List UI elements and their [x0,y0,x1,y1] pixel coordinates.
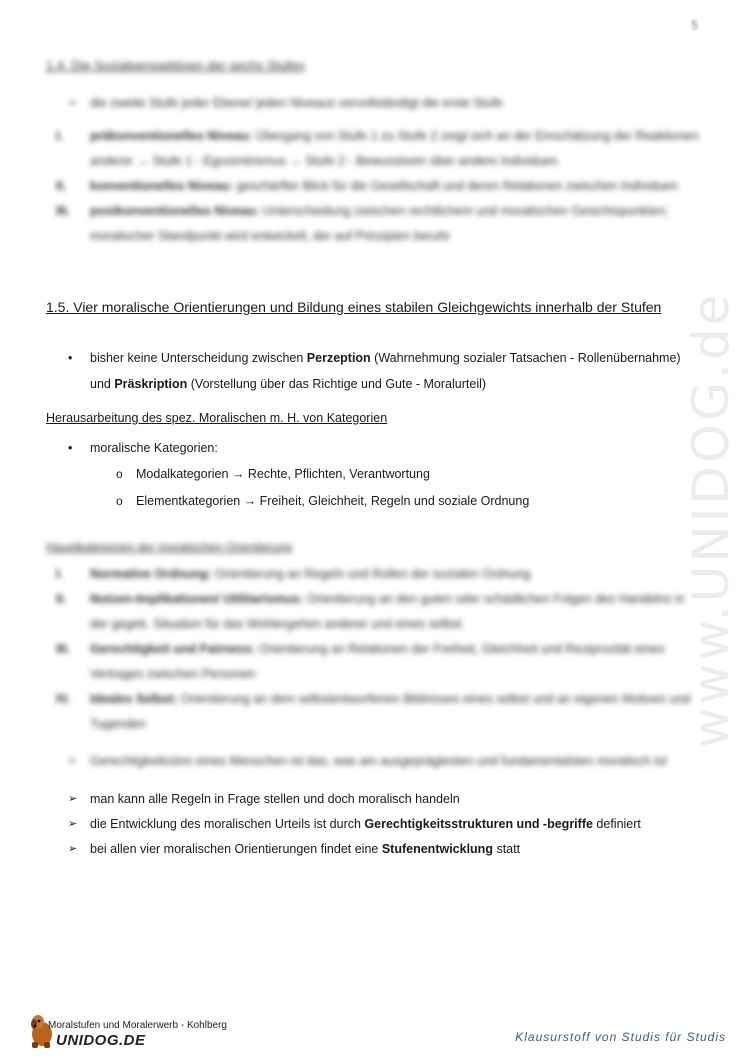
watermark: www.UNIDOG.de [682,291,740,749]
footer-tagline: Klausurstoff von Studis für Studis [515,1030,726,1044]
blurred-section-14 [46,58,706,249]
footer-document-title: Moralstufen und Moralerwerb - Kohlberg [48,1020,227,1031]
blurred-section-main-categories [46,540,706,774]
section-heading: 1.4. Die Sozialperspektiven der sechs Stufen [46,58,305,73]
list-item: I. Normative Ordnung: Orientierung an Regeln und Rollen der sozialen Ordnung [56,567,531,581]
footer-brand-logo: UNIDOG.DE [56,1032,146,1049]
category-list [46,461,706,515]
arrow-bullet-icon: ➢ [68,843,78,855]
arrow-bullet-icon: ➢ [68,793,78,805]
section-heading: 1.5. Vier moralische Orientierungen und Bildung eines stabilen Gleichgewichts innerhalb der Stufen [46,299,662,315]
list-item: IV. Ideales Selbst: Orientierung an dem selbstentworfenen Bildnisses eines selbst und an eigenen Motiven und Tugenden [56,692,691,731]
bullet-dot-icon: • [68,351,73,365]
arrow-item: ➢ die Entwicklung des moralischen Urteils ist durch Gerechtigkeitsstrukturen und -begriffe definiert [46,812,706,837]
list-item: III. postkonventionelles Niveau: Unterscheidung zwischen rechtlichem und moralischen Gesichtspunkten; moralischer Standpunkt wird entwickelt, der auf Prinzipien beruht [56,204,669,243]
list-item: I. präkonventionelles Niveau: Übergang von Stufe 1 zu Stufe 2 zeigt sich an der Einschätzung der Reaktionen anderer → Stufe 1 - Egozentrismus → Stufe 2 - Bewusstsein über andere Individuen [56,129,699,168]
arrow-bullet-icon: ➢ [68,97,78,109]
bullet-item-categories: • moralische Kategorien: [46,435,706,461]
section-heading: Hauptkategorien der moralischen Orientierung [46,540,293,554]
circle-bullet-icon: o [116,467,123,481]
page-number: 5 [691,18,698,32]
section-15 [46,297,706,515]
list-item: o Modalkategorien → Rechte, Pflichten, Verantwortung [90,461,706,488]
arrow-item: ➢ man kann alle Regeln in Frage stellen und doch moralisch handeln [46,787,706,812]
list-item: o Elementkategorien → Freiheit, Gleichheit, Regeln und soziale Ordnung [90,488,706,515]
footer-logo-block [28,1012,288,1052]
bullet-item-perzeption: • bisher keine Unterscheidung zwischen Perzeption (Wahrnehmung sozialer Tatsachen - Rollenübernahme) und Präskription (Vorstellung über das Richtige und Gute - Moralurteil) [46,345,706,397]
list-item: II. konventionelles Niveau: geschärfter Blick für die Gesellschaft und deren Relationen zwischen Individuen [56,179,678,193]
conclusion-list [46,787,706,862]
bullet-dot-icon: • [68,441,73,455]
arrow-bullet-icon: ➢ [68,818,78,830]
arrow-item: ➢ die zweite Stufe jeder Ebene/ jeden Niveaus vervollständigt die erste Stufe [46,91,706,116]
arrow-item: ➢ Gerechtigkeitssinn eines Menschen ist das, was am ausgeprägtesten und fundamentalsten moralisch ist [46,749,706,774]
subheading: Herausarbeitung des spez. Moralischen m. H. von Kategorien [46,411,388,425]
list-item: III. Gerechtigkeit und Fairness: Orientierung an Relationen der Freiheit, Gleichheit und Reziprozität eines Vertrages zwischen Personen [56,642,665,681]
list-item: II. Nutzen-Implikationen/ Utilitarismus: Orientierung an den guten oder schädlichen Folgen des Handelns in der gegeb. Situation für das Wohlergehen anderer und eines selbst [56,592,685,631]
arrow-bullet-icon: ➢ [68,755,78,767]
circle-bullet-icon: o [116,494,123,508]
arrow-item: ➢ bei allen vier moralischen Orientierungen findet eine Stufenentwicklung statt [46,837,706,862]
